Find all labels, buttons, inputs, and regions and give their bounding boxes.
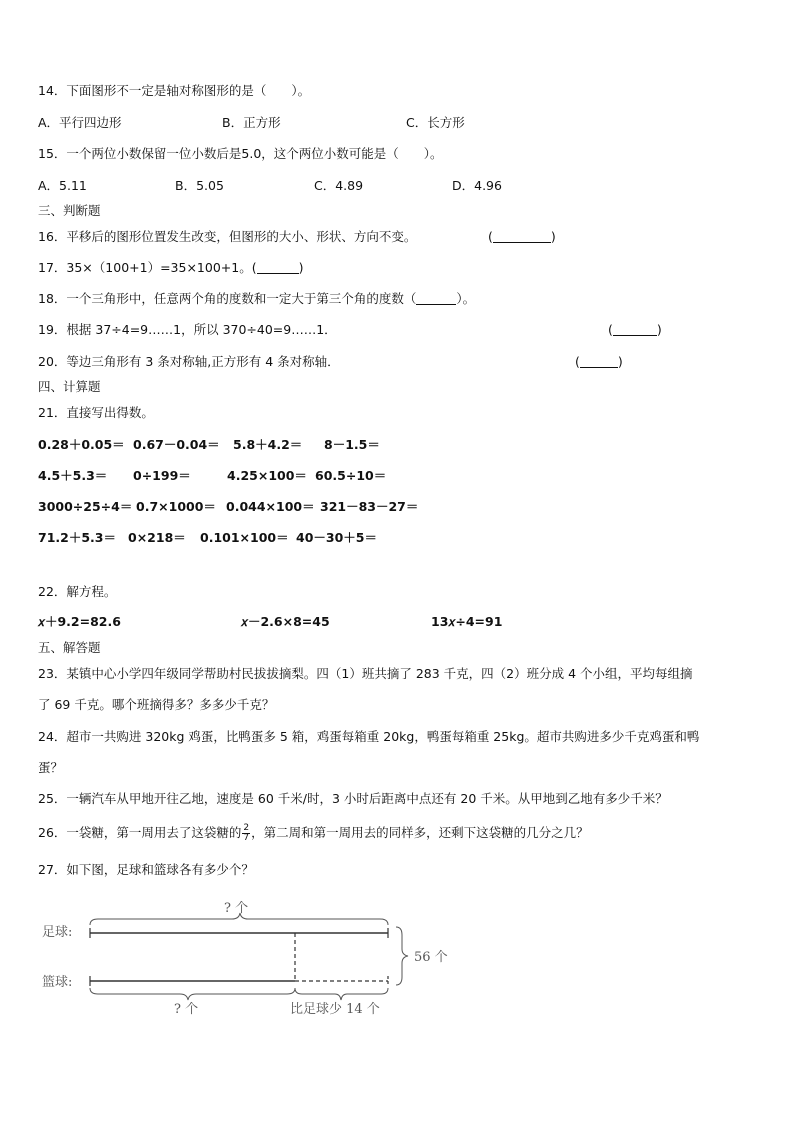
right-brace bbox=[396, 927, 408, 985]
question-18-text: 18．一个三角形中，任意两个角的度数和一定大于第三个角的度数（ bbox=[38, 291, 417, 306]
basketball-label: 篮球: bbox=[42, 975, 73, 990]
answer-blank-18[interactable] bbox=[416, 292, 456, 305]
calc-item: 0.7×1000＝ bbox=[136, 499, 216, 514]
question-21: 21．直接写出得数。 bbox=[38, 405, 154, 420]
calc-item: 0.101×100＝ bbox=[200, 530, 289, 545]
q14-option-a: A．平行四边形 bbox=[38, 115, 122, 130]
answer-blank-16[interactable]: ( ) bbox=[488, 229, 556, 244]
question-25: 25．一辆汽车从甲地开往乙地，速度是 60 千米/时，3 小时后距离中点还有 20 千米。从甲地到乙地有多少千米？ bbox=[38, 791, 668, 806]
q14-option-b: B．正方形 bbox=[222, 115, 281, 130]
q15-option-c: C．4.89 bbox=[314, 178, 364, 193]
section-heading-calculation: 四、计算题 bbox=[38, 379, 101, 394]
question-20: 20．等边三角形有 3 条对称轴,正方形有 4 条对称轴． bbox=[38, 354, 340, 369]
question-19: 19．根据 37÷4=9……1，所以 370÷40=9……1． bbox=[38, 322, 337, 337]
question-18-close: ）。 bbox=[456, 291, 476, 306]
fraction-numerator: 2 bbox=[243, 823, 250, 833]
q15-option-b: B．5.05 bbox=[175, 178, 224, 193]
calc-item: 0÷199＝ bbox=[133, 468, 191, 483]
calc-item: 40－30＋5＝ bbox=[296, 530, 377, 545]
question-22: 22．解方程。 bbox=[38, 584, 117, 599]
question-15: 15．一个两位小数保留一位小数后是5.0，这个两位小数可能是（ ）。 bbox=[38, 146, 443, 161]
bottom-question: ? 个 bbox=[174, 1002, 199, 1017]
question-14: 14．下面图形不一定是轴对称图形的是（ ）。 bbox=[38, 83, 311, 98]
question-23-line-2: 了 69 千克。哪个班摘得多？多多少千克？ bbox=[38, 697, 275, 712]
fraction-denominator: 7 bbox=[243, 833, 250, 843]
question-27: 27．如下图，足球和篮球各有多少个？ bbox=[38, 862, 254, 877]
difference-label: 比足球少 14 个 bbox=[290, 1002, 380, 1017]
equation-2: 𝑥－2.6×8=45 bbox=[241, 614, 330, 629]
answer-blank-20[interactable]: ( ) bbox=[575, 354, 623, 369]
q15-option-d: D．4.96 bbox=[452, 178, 502, 193]
calc-item: 0×218＝ bbox=[128, 530, 186, 545]
segment-diagram bbox=[40, 895, 470, 1020]
calc-item: 0.28＋0.05＝ bbox=[38, 437, 125, 452]
question-26-text: 26．一袋糖，第一周用去了这袋糖的 bbox=[38, 825, 242, 840]
equation-1: 𝑥＋9.2=82.6 bbox=[38, 614, 121, 629]
question-23-line-1: 23．某镇中心小学四年级同学帮助村民拔拔摘梨。四（1）班共摘了 283 千克，四（2）班分成 4 个小组，平均每组摘 bbox=[38, 666, 693, 681]
top-question: ? 个 bbox=[224, 901, 249, 916]
answer-blank-19[interactable]: ( ) bbox=[608, 322, 662, 337]
calc-item: 8－1.5＝ bbox=[324, 437, 380, 452]
q14-option-c: C．长方形 bbox=[406, 115, 465, 130]
question-16: 16．平移后的图形位置发生改变，但图形的大小、形状、方向不变。 bbox=[38, 229, 417, 244]
question-17-text: 17．35×（100+1）=35×100+1。 bbox=[38, 260, 252, 275]
bottom-brace-right bbox=[295, 988, 388, 1000]
calc-item: 71.2＋5.3＝ bbox=[38, 530, 116, 545]
question-24-line-2: 蛋？ bbox=[38, 760, 64, 775]
football-label: 足球: bbox=[42, 925, 73, 940]
bottom-brace-left bbox=[90, 988, 295, 1000]
question-17: 17．35×（100+1）=35×100+1。( ) bbox=[38, 260, 304, 275]
calc-item: 0.67－0.04＝ bbox=[133, 437, 220, 452]
fraction-two-sevenths bbox=[242, 824, 250, 843]
q15-option-a: A．5.11 bbox=[38, 178, 87, 193]
section-heading-word-problems: 五、解答题 bbox=[38, 640, 101, 655]
calc-item: 0.044×100＝ bbox=[226, 499, 315, 514]
question-26 bbox=[38, 824, 589, 843]
question-24-line-1: 24．超市一共购进 320kg 鸡蛋，比鸭蛋多 5 箱，鸡蛋每箱重 20kg，鸭蛋每箱重 25kg。超市共购进多少千克鸡蛋和鸭 bbox=[38, 729, 700, 744]
section-heading-true-false: 三、判断题 bbox=[38, 203, 101, 218]
total-label: 56 个 bbox=[414, 950, 448, 965]
calc-item: 321－83－27＝ bbox=[320, 499, 419, 514]
calc-item: 60.5÷10＝ bbox=[315, 468, 387, 483]
calc-item: 4.5＋5.3＝ bbox=[38, 468, 108, 483]
calc-item: 3000÷25÷4＝ bbox=[38, 499, 133, 514]
equation-3: 13𝑥÷4=91 bbox=[431, 614, 503, 629]
question-26-rest: ，第二周和第一周用去的同样多，还剩下这袋糖的几分之几？ bbox=[251, 825, 589, 840]
question-18 bbox=[38, 291, 475, 307]
calc-item: 4.25×100＝ bbox=[227, 468, 307, 483]
calc-item: 5.8＋4.2＝ bbox=[233, 437, 303, 452]
